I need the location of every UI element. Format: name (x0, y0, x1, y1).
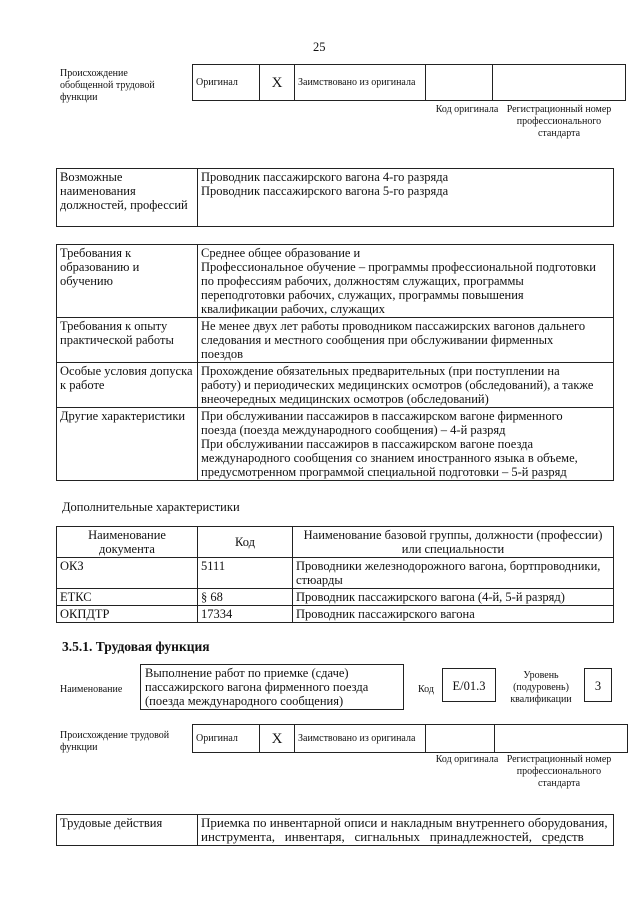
requirement-line: по профессиям рабочих, должностям служащих, программы (201, 274, 524, 288)
code-cell: § 68 (198, 589, 293, 606)
requirement-line: Профессиональное обучение – программы профессиональной подготовки (201, 260, 596, 274)
requirement-line: Прохождение обязательных предварительных (при поступлении на (201, 364, 560, 378)
requirement-line: предусмотренном программой специальной подготовки – 5-й разряд (201, 465, 567, 479)
requirement-label: Другие характеристики (57, 408, 198, 481)
origin-table (192, 724, 628, 753)
requirement-label: Требования к образованию и обучению (57, 245, 198, 318)
original-mark: X (260, 65, 295, 101)
code-label: Код (418, 684, 434, 695)
name-cell: Проводник пассажирского вагона (293, 606, 614, 623)
name-cell: Проводники железнодорожного вагона, бортпроводники, стюарды (293, 558, 614, 589)
requirement-line: При обслуживании пассажиров в пассажирском вагоне поезда (201, 437, 534, 451)
level-value: 3 (584, 668, 612, 702)
name-cell: Проводник пассажирского вагона (4-й, 5-й разряд) (293, 589, 614, 606)
table-row (57, 606, 614, 623)
labor-action-line: Приемка по инвентарной описи и накладным внутреннего оборудования, (201, 815, 608, 830)
doc-cell: ОКЗ (57, 558, 198, 589)
requirement-line: Среднее общее образование и (201, 246, 361, 260)
labor-function-name: Выполнение работ по приемке (сдаче) пассажирского вагона фирменного поезда (поезда международного сообщения) (140, 664, 404, 710)
requirement-row (57, 408, 614, 481)
original-label: Оригинал (193, 65, 260, 101)
reg-caption: Регистрационный номер профессионального стандарта (506, 104, 612, 139)
reg-number-cell (493, 65, 626, 101)
requirement-line: поездов (201, 347, 244, 361)
original-mark: X (260, 725, 295, 753)
original-code-cell (426, 65, 493, 101)
name-label: Наименование (60, 684, 123, 695)
labor-action-line: инструмента, инвентаря, сигнальных принадлежностей, средств (201, 829, 584, 844)
labor-function-code: E/01.3 (442, 668, 496, 702)
origin-label: Происхождение обобщенной трудовой функции (60, 68, 155, 103)
original-code-cell (426, 725, 495, 753)
requirement-line: международного сообщения со знанием иностранного языка в объеме, (201, 451, 578, 465)
doc-cell: ЕТКС (57, 589, 198, 606)
doc-cell: ОКПДТР (57, 606, 198, 623)
labor-function-heading: 3.5.1. Трудовая функция (62, 639, 210, 654)
requirement-row (57, 245, 614, 318)
table-row (57, 558, 614, 589)
requirement-line: Не менее двух лет работы проводником пассажирских вагонов дальнего (201, 319, 586, 333)
additional-heading: Дополнительные характеристики (62, 500, 240, 514)
code-caption: Код оригинала (435, 104, 499, 115)
requirement-line: переподготовки рабочих, служащих, программы повышения (201, 288, 524, 302)
requirement-line: поезда (поезда международного сообщения) – 4-й разряд (201, 423, 506, 437)
additional-table (56, 526, 614, 623)
origin-label: Происхождение трудовой функции (60, 730, 170, 753)
table-row (57, 589, 614, 606)
possible-names-label: Возможные наименования должностей, профессий (57, 169, 198, 227)
borrowed-label: Заимствовано из оригинала (295, 65, 426, 101)
possible-names-table (56, 168, 614, 227)
col-name-header: Наименование базовой группы, должности (профессии) или специальности (293, 527, 614, 558)
borrowed-label: Заимствовано из оригинала (295, 725, 426, 753)
origin-table (192, 64, 626, 101)
code-caption: Код оригинала (435, 754, 499, 765)
requirement-line: работу) и периодических медицинских осмотров (обследований), а также (201, 378, 594, 392)
col-code-header: Код (198, 527, 293, 558)
requirement-line: следования и местного сообщения при обслуживании фирменных (201, 333, 554, 347)
col-doc-header: Наименование документа (57, 527, 198, 558)
code-cell: 17334 (198, 606, 293, 623)
requirement-row (57, 363, 614, 408)
labor-actions-table (56, 814, 614, 846)
possible-name-item: Проводник пассажирского вагона 5-го разряда (201, 184, 449, 198)
requirement-line: квалификации рабочих, служащих (201, 302, 385, 316)
requirement-label: Требования к опыту практической работы (57, 318, 198, 363)
possible-name-item: Проводник пассажирского вагона 4-го разряда (201, 170, 449, 184)
reg-number-cell (495, 725, 628, 753)
original-label: Оригинал (193, 725, 260, 753)
requirement-line: внеочередных медицинских осмотров (обследований) (201, 392, 489, 406)
code-cell: 5111 (198, 558, 293, 589)
requirements-table (56, 244, 614, 481)
reg-caption: Регистрационный номер профессионального стандарта (506, 754, 612, 789)
labor-actions-label: Трудовые действия (57, 815, 198, 846)
requirement-line: При обслуживании пассажиров в пассажирском вагоне фирменного (201, 409, 563, 423)
level-label: Уровень (подуровень) квалификации (510, 670, 572, 705)
requirement-row (57, 318, 614, 363)
page-number: 25 (313, 40, 326, 54)
requirement-label: Особые условия допуска к работе (57, 363, 198, 408)
